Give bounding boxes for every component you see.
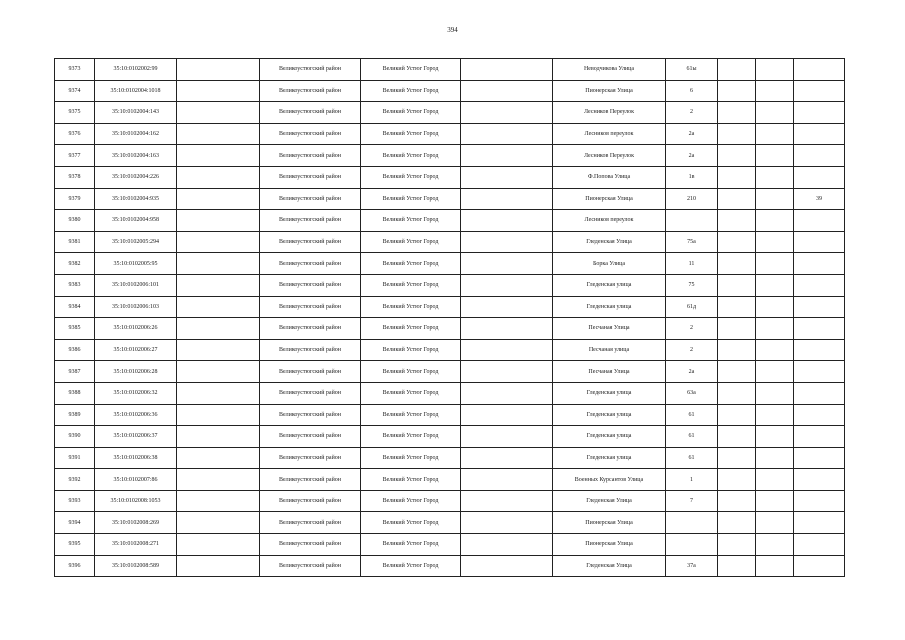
house-number-cell: 2 bbox=[666, 339, 718, 361]
row-number-cell: 9391 bbox=[55, 447, 95, 469]
city-cell: Великий Устюг Город bbox=[361, 534, 461, 556]
row-number-cell: 9378 bbox=[55, 166, 95, 188]
empty-cell bbox=[177, 382, 260, 404]
row-number-cell: 9382 bbox=[55, 253, 95, 275]
empty-cell bbox=[756, 166, 794, 188]
house-number-cell: 61ы bbox=[666, 59, 718, 81]
empty-cell bbox=[718, 318, 756, 340]
house-number-cell: 7 bbox=[666, 490, 718, 512]
district-cell: Великоустюгский район bbox=[260, 166, 361, 188]
empty-cell bbox=[177, 123, 260, 145]
empty-cell bbox=[718, 426, 756, 448]
extra-number-cell bbox=[794, 80, 845, 102]
city-cell: Великий Устюг Город bbox=[361, 231, 461, 253]
city-cell: Великий Устюг Город bbox=[361, 555, 461, 577]
empty-cell bbox=[177, 253, 260, 275]
row-number-cell: 9377 bbox=[55, 145, 95, 167]
extra-number-cell bbox=[794, 145, 845, 167]
cadastral-number-cell: 35:10:0102005:294 bbox=[95, 231, 177, 253]
table-row bbox=[55, 361, 845, 383]
empty-cell bbox=[177, 231, 260, 253]
empty-cell bbox=[718, 102, 756, 124]
table-row bbox=[55, 231, 845, 253]
empty-cell bbox=[461, 80, 553, 102]
district-cell: Великоустюгский район bbox=[260, 102, 361, 124]
house-number-cell: 11 bbox=[666, 253, 718, 275]
empty-cell bbox=[177, 145, 260, 167]
house-number-cell: 61 bbox=[666, 447, 718, 469]
table-row bbox=[55, 210, 845, 232]
house-number-cell: 61 bbox=[666, 426, 718, 448]
empty-cell bbox=[461, 382, 553, 404]
empty-cell bbox=[461, 361, 553, 383]
cadastral-number-cell: 35:10:0102008:1053 bbox=[95, 490, 177, 512]
table-row bbox=[55, 555, 845, 577]
empty-cell bbox=[756, 145, 794, 167]
cadastral-number-cell: 35:10:0102004:935 bbox=[95, 188, 177, 210]
empty-cell bbox=[718, 188, 756, 210]
table-row bbox=[55, 469, 845, 491]
cadastral-number-cell: 35:10:0102006:28 bbox=[95, 361, 177, 383]
extra-number-cell bbox=[794, 426, 845, 448]
street-cell: Гледенская Улица bbox=[553, 231, 666, 253]
empty-cell bbox=[718, 339, 756, 361]
city-cell: Великий Устюг Город bbox=[361, 469, 461, 491]
empty-cell bbox=[718, 210, 756, 232]
empty-cell bbox=[718, 274, 756, 296]
row-number-cell: 9376 bbox=[55, 123, 95, 145]
empty-cell bbox=[718, 253, 756, 275]
cadastral-number-cell: 35:10:0102004:162 bbox=[95, 123, 177, 145]
extra-number-cell bbox=[794, 490, 845, 512]
extra-number-cell bbox=[794, 339, 845, 361]
empty-cell bbox=[718, 382, 756, 404]
cadastral-number-cell: 35:10:0102006:103 bbox=[95, 296, 177, 318]
street-cell: Неводчикова Улица bbox=[553, 59, 666, 81]
empty-cell bbox=[177, 318, 260, 340]
table-row bbox=[55, 426, 845, 448]
empty-cell bbox=[718, 361, 756, 383]
city-cell: Великий Устюг Город bbox=[361, 512, 461, 534]
street-cell: Гледенская улица bbox=[553, 382, 666, 404]
empty-cell bbox=[177, 404, 260, 426]
row-number-cell: 9389 bbox=[55, 404, 95, 426]
empty-cell bbox=[461, 404, 553, 426]
extra-number-cell bbox=[794, 296, 845, 318]
house-number-cell: 2а bbox=[666, 145, 718, 167]
extra-number-cell bbox=[794, 231, 845, 253]
empty-cell bbox=[461, 210, 553, 232]
table-row bbox=[55, 102, 845, 124]
house-number-cell bbox=[666, 210, 718, 232]
empty-cell bbox=[461, 534, 553, 556]
district-cell: Великоустюгский район bbox=[260, 318, 361, 340]
street-cell: Борка Улица bbox=[553, 253, 666, 275]
empty-cell bbox=[718, 59, 756, 81]
empty-cell bbox=[718, 123, 756, 145]
row-number-cell: 9385 bbox=[55, 318, 95, 340]
district-cell: Великоустюгский район bbox=[260, 296, 361, 318]
district-cell: Великоустюгский район bbox=[260, 382, 361, 404]
row-number-cell: 9375 bbox=[55, 102, 95, 124]
empty-cell bbox=[756, 534, 794, 556]
empty-cell bbox=[718, 534, 756, 556]
city-cell: Великий Устюг Город bbox=[361, 188, 461, 210]
street-cell: Гледенская Улица bbox=[553, 555, 666, 577]
empty-cell bbox=[177, 361, 260, 383]
street-cell: Гледенская улица bbox=[553, 296, 666, 318]
extra-number-cell bbox=[794, 210, 845, 232]
district-cell: Великоустюгский район bbox=[260, 339, 361, 361]
house-number-cell: 75а bbox=[666, 231, 718, 253]
row-number-cell: 9393 bbox=[55, 490, 95, 512]
empty-cell bbox=[756, 382, 794, 404]
empty-cell bbox=[461, 145, 553, 167]
cadastral-number-cell: 35:10:0102006:37 bbox=[95, 426, 177, 448]
empty-cell bbox=[756, 253, 794, 275]
empty-cell bbox=[177, 274, 260, 296]
row-number-cell: 9388 bbox=[55, 382, 95, 404]
extra-number-cell bbox=[794, 123, 845, 145]
city-cell: Великий Устюг Город bbox=[361, 296, 461, 318]
empty-cell bbox=[177, 512, 260, 534]
table-row bbox=[55, 382, 845, 404]
empty-cell bbox=[756, 404, 794, 426]
city-cell: Великий Устюг Город bbox=[361, 318, 461, 340]
house-number-cell: 2 bbox=[666, 102, 718, 124]
street-cell: Лесников Переулок bbox=[553, 102, 666, 124]
cadastral-number-cell: 35:10:0102006:27 bbox=[95, 339, 177, 361]
city-cell: Великий Устюг Город bbox=[361, 426, 461, 448]
empty-cell bbox=[177, 80, 260, 102]
cadastral-number-cell: 35:10:0102004:958 bbox=[95, 210, 177, 232]
city-cell: Великий Устюг Город bbox=[361, 210, 461, 232]
empty-cell bbox=[177, 339, 260, 361]
empty-cell bbox=[718, 166, 756, 188]
extra-number-cell bbox=[794, 318, 845, 340]
table-row bbox=[55, 490, 845, 512]
table-row bbox=[55, 253, 845, 275]
empty-cell bbox=[718, 512, 756, 534]
row-number-cell: 9386 bbox=[55, 339, 95, 361]
empty-cell bbox=[718, 490, 756, 512]
house-number-cell: 61д bbox=[666, 296, 718, 318]
table-row bbox=[55, 145, 845, 167]
cadastral-number-cell: 35:10:0102008:271 bbox=[95, 534, 177, 556]
empty-cell bbox=[756, 426, 794, 448]
empty-cell bbox=[756, 59, 794, 81]
row-number-cell: 9383 bbox=[55, 274, 95, 296]
empty-cell bbox=[461, 426, 553, 448]
district-cell: Великоустюгский район bbox=[260, 404, 361, 426]
table-row bbox=[55, 296, 845, 318]
street-cell: Гледенская улица bbox=[553, 404, 666, 426]
empty-cell bbox=[461, 555, 553, 577]
district-cell: Великоустюгский район bbox=[260, 145, 361, 167]
row-number-cell: 9387 bbox=[55, 361, 95, 383]
empty-cell bbox=[718, 80, 756, 102]
city-cell: Великий Устюг Город bbox=[361, 339, 461, 361]
cadastral-number-cell: 35:10:0102002:99 bbox=[95, 59, 177, 81]
cadastral-number-cell: 35:10:0102007:86 bbox=[95, 469, 177, 491]
row-number-cell: 9392 bbox=[55, 469, 95, 491]
table-row bbox=[55, 166, 845, 188]
house-number-cell: 2 bbox=[666, 318, 718, 340]
row-number-cell: 9374 bbox=[55, 80, 95, 102]
empty-cell bbox=[756, 296, 794, 318]
street-cell: Лесников Переулок bbox=[553, 145, 666, 167]
empty-cell bbox=[461, 231, 553, 253]
empty-cell bbox=[718, 555, 756, 577]
district-cell: Великоустюгский район bbox=[260, 555, 361, 577]
cadastral-number-cell: 35:10:0102006:26 bbox=[95, 318, 177, 340]
empty-cell bbox=[756, 447, 794, 469]
table-row bbox=[55, 318, 845, 340]
district-cell: Великоустюгский район bbox=[260, 253, 361, 275]
extra-number-cell: 39 bbox=[794, 188, 845, 210]
empty-cell bbox=[461, 447, 553, 469]
extra-number-cell bbox=[794, 534, 845, 556]
empty-cell bbox=[461, 274, 553, 296]
street-cell: Лесников переулок bbox=[553, 123, 666, 145]
street-cell: Песчаная улица bbox=[553, 339, 666, 361]
street-cell: Гледенская улица bbox=[553, 274, 666, 296]
extra-number-cell bbox=[794, 404, 845, 426]
district-cell: Великоустюгский район bbox=[260, 210, 361, 232]
extra-number-cell bbox=[794, 253, 845, 275]
cadastral-number-cell: 35:10:0102004:226 bbox=[95, 166, 177, 188]
district-cell: Великоустюгский район bbox=[260, 534, 361, 556]
extra-number-cell bbox=[794, 447, 845, 469]
empty-cell bbox=[756, 339, 794, 361]
empty-cell bbox=[718, 404, 756, 426]
house-number-cell: 2а bbox=[666, 123, 718, 145]
street-cell: Пионерская Улица bbox=[553, 80, 666, 102]
cadastral-number-cell: 35:10:0102006:101 bbox=[95, 274, 177, 296]
empty-cell bbox=[461, 123, 553, 145]
district-cell: Великоустюгский район bbox=[260, 469, 361, 491]
city-cell: Великий Устюг Город bbox=[361, 145, 461, 167]
registry-body bbox=[55, 59, 845, 577]
street-cell: Пионерская Улица bbox=[553, 188, 666, 210]
house-number-cell bbox=[666, 512, 718, 534]
empty-cell bbox=[756, 318, 794, 340]
house-number-cell: 2а bbox=[666, 361, 718, 383]
district-cell: Великоустюгский район bbox=[260, 59, 361, 81]
empty-cell bbox=[756, 102, 794, 124]
empty-cell bbox=[177, 534, 260, 556]
empty-cell bbox=[461, 166, 553, 188]
empty-cell bbox=[756, 512, 794, 534]
empty-cell bbox=[461, 469, 553, 491]
extra-number-cell bbox=[794, 512, 845, 534]
city-cell: Великий Устюг Город bbox=[361, 166, 461, 188]
empty-cell bbox=[177, 426, 260, 448]
extra-number-cell bbox=[794, 102, 845, 124]
city-cell: Великий Устюг Город bbox=[361, 490, 461, 512]
empty-cell bbox=[461, 318, 553, 340]
house-number-cell: 37а bbox=[666, 555, 718, 577]
extra-number-cell bbox=[794, 469, 845, 491]
city-cell: Великий Устюг Город bbox=[361, 361, 461, 383]
street-cell: Гледенская улица bbox=[553, 426, 666, 448]
house-number-cell: 61 bbox=[666, 404, 718, 426]
table-row bbox=[55, 80, 845, 102]
empty-cell bbox=[756, 361, 794, 383]
street-cell: Пионерская Улица bbox=[553, 534, 666, 556]
street-cell: Гледенская улица bbox=[553, 447, 666, 469]
house-number-cell: 63а bbox=[666, 382, 718, 404]
city-cell: Великий Устюг Город bbox=[361, 123, 461, 145]
district-cell: Великоустюгский район bbox=[260, 231, 361, 253]
empty-cell bbox=[461, 512, 553, 534]
street-cell: Гледенская Улица bbox=[553, 490, 666, 512]
cadastral-number-cell: 35:10:0102005:95 bbox=[95, 253, 177, 275]
city-cell: Великий Устюг Город bbox=[361, 404, 461, 426]
table-row bbox=[55, 59, 845, 81]
empty-cell bbox=[756, 123, 794, 145]
city-cell: Великий Устюг Город bbox=[361, 59, 461, 81]
registry-table bbox=[54, 58, 845, 577]
row-number-cell: 9384 bbox=[55, 296, 95, 318]
empty-cell bbox=[756, 555, 794, 577]
empty-cell bbox=[461, 296, 553, 318]
row-number-cell: 9395 bbox=[55, 534, 95, 556]
empty-cell bbox=[718, 447, 756, 469]
district-cell: Великоустюгский район bbox=[260, 80, 361, 102]
house-number-cell: 1в bbox=[666, 166, 718, 188]
empty-cell bbox=[461, 188, 553, 210]
house-number-cell: 6 bbox=[666, 80, 718, 102]
empty-cell bbox=[177, 490, 260, 512]
empty-cell bbox=[718, 145, 756, 167]
empty-cell bbox=[177, 296, 260, 318]
empty-cell bbox=[718, 296, 756, 318]
extra-number-cell bbox=[794, 555, 845, 577]
cadastral-number-cell: 35:10:0102006:32 bbox=[95, 382, 177, 404]
cadastral-number-cell: 35:10:0102004:163 bbox=[95, 145, 177, 167]
empty-cell bbox=[756, 274, 794, 296]
empty-cell bbox=[718, 231, 756, 253]
city-cell: Великий Устюг Город bbox=[361, 253, 461, 275]
empty-cell bbox=[756, 210, 794, 232]
empty-cell bbox=[461, 339, 553, 361]
empty-cell bbox=[756, 188, 794, 210]
empty-cell bbox=[177, 102, 260, 124]
district-cell: Великоустюгский район bbox=[260, 188, 361, 210]
empty-cell bbox=[756, 80, 794, 102]
district-cell: Великоустюгский район bbox=[260, 274, 361, 296]
street-cell: Песчаная Улица bbox=[553, 361, 666, 383]
row-number-cell: 9390 bbox=[55, 426, 95, 448]
extra-number-cell bbox=[794, 274, 845, 296]
extra-number-cell bbox=[794, 361, 845, 383]
empty-cell bbox=[461, 253, 553, 275]
district-cell: Великоустюгский район bbox=[260, 490, 361, 512]
table-row bbox=[55, 404, 845, 426]
empty-cell bbox=[177, 447, 260, 469]
table-row bbox=[55, 274, 845, 296]
cadastral-number-cell: 35:10:0102006:36 bbox=[95, 404, 177, 426]
empty-cell bbox=[461, 59, 553, 81]
row-number-cell: 9394 bbox=[55, 512, 95, 534]
empty-cell bbox=[756, 490, 794, 512]
street-cell: Лесников переулок bbox=[553, 210, 666, 232]
district-cell: Великоустюгский район bbox=[260, 447, 361, 469]
table-row bbox=[55, 534, 845, 556]
empty-cell bbox=[177, 59, 260, 81]
empty-cell bbox=[177, 166, 260, 188]
cadastral-number-cell: 35:10:0102004:143 bbox=[95, 102, 177, 124]
table-row bbox=[55, 339, 845, 361]
house-number-cell: 210 bbox=[666, 188, 718, 210]
cadastral-number-cell: 35:10:0102008:589 bbox=[95, 555, 177, 577]
empty-cell bbox=[177, 555, 260, 577]
street-cell: Пионерская Улица bbox=[553, 512, 666, 534]
empty-cell bbox=[461, 102, 553, 124]
table-row bbox=[55, 447, 845, 469]
street-cell: Ф.Попова Улица bbox=[553, 166, 666, 188]
row-number-cell: 9396 bbox=[55, 555, 95, 577]
cadastral-number-cell: 35:10:0102006:38 bbox=[95, 447, 177, 469]
page-number: 394 bbox=[447, 26, 458, 34]
district-cell: Великоустюгский район bbox=[260, 361, 361, 383]
row-number-cell: 9379 bbox=[55, 188, 95, 210]
district-cell: Великоустюгский район bbox=[260, 512, 361, 534]
city-cell: Великий Устюг Город bbox=[361, 80, 461, 102]
extra-number-cell bbox=[794, 59, 845, 81]
street-cell: Песчаная Улица bbox=[553, 318, 666, 340]
city-cell: Великий Устюг Город bbox=[361, 274, 461, 296]
extra-number-cell bbox=[794, 166, 845, 188]
table-row bbox=[55, 512, 845, 534]
city-cell: Великий Устюг Город bbox=[361, 447, 461, 469]
street-cell: Военных Курсантов Улица bbox=[553, 469, 666, 491]
city-cell: Великий Устюг Город bbox=[361, 102, 461, 124]
city-cell: Великий Устюг Город bbox=[361, 382, 461, 404]
empty-cell bbox=[756, 469, 794, 491]
row-number-cell: 9381 bbox=[55, 231, 95, 253]
house-number-cell: 75 bbox=[666, 274, 718, 296]
empty-cell bbox=[461, 490, 553, 512]
row-number-cell: 9380 bbox=[55, 210, 95, 232]
table-row bbox=[55, 188, 845, 210]
house-number-cell: 1 bbox=[666, 469, 718, 491]
cadastral-number-cell: 35:10:0102004:1018 bbox=[95, 80, 177, 102]
cadastral-number-cell: 35:10:0102008:269 bbox=[95, 512, 177, 534]
district-cell: Великоустюгский район bbox=[260, 426, 361, 448]
house-number-cell bbox=[666, 534, 718, 556]
empty-cell bbox=[718, 469, 756, 491]
extra-number-cell bbox=[794, 382, 845, 404]
row-number-cell: 9373 bbox=[55, 59, 95, 81]
empty-cell bbox=[177, 469, 260, 491]
district-cell: Великоустюгский район bbox=[260, 123, 361, 145]
empty-cell bbox=[177, 210, 260, 232]
empty-cell bbox=[756, 231, 794, 253]
table-row bbox=[55, 123, 845, 145]
empty-cell bbox=[177, 188, 260, 210]
